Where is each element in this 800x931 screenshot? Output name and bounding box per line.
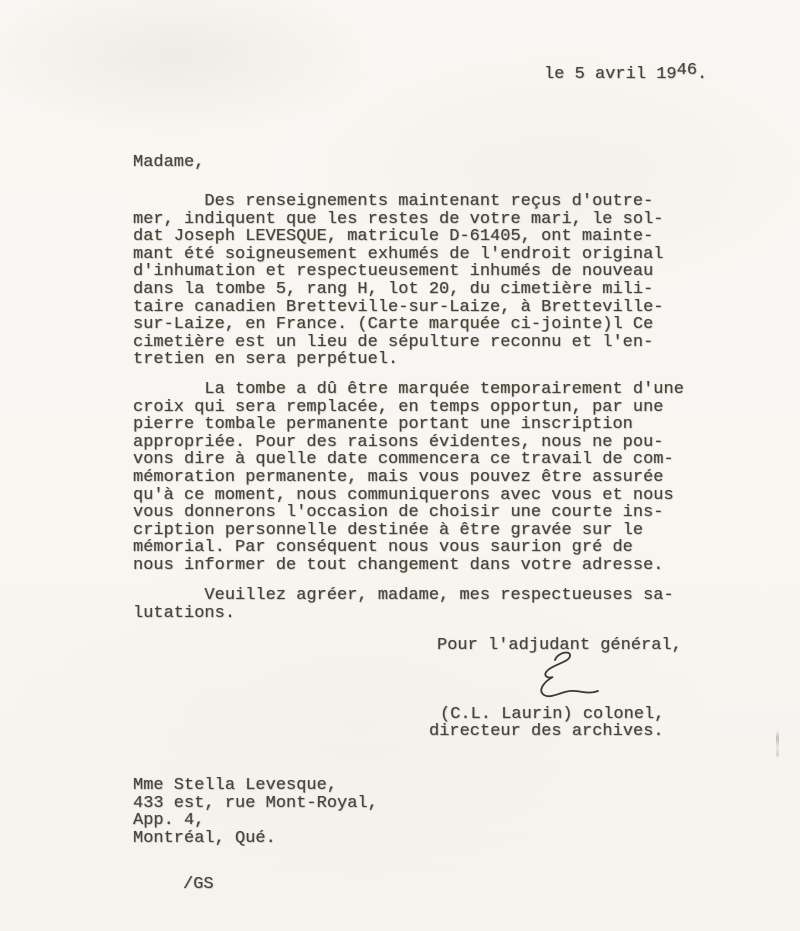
paragraph-1 xyxy=(133,193,664,369)
text-line: croix qui sera remplacée, en temps opportun, par une xyxy=(133,397,664,417)
typist-initials: /GS xyxy=(183,875,214,894)
signoff-title: directeur des archives. xyxy=(429,722,664,741)
text-line: nous informer de tout changement dans votre adresse. xyxy=(133,555,664,575)
text-line: App. 4, xyxy=(133,811,205,831)
text-line: appropriée. Pour des raisons évidentes, nous ne pou- xyxy=(133,432,664,452)
date-suffix: . xyxy=(697,65,708,84)
text-line: d'inhumation et respectueusement inhumés de nouveau xyxy=(133,262,654,282)
text-line: lutations. xyxy=(133,603,236,623)
text-line: Mme Stella Levesque, xyxy=(133,776,338,795)
salutation: Madame, xyxy=(133,153,205,172)
text-line: cimetière est un lieu de sépulture reconnu et l'en- xyxy=(133,332,654,352)
text-line: pierre tombale permanente portant une inscription xyxy=(133,415,633,435)
paragraph-2 xyxy=(133,381,684,575)
text-line: tretien en sera perpétuel. xyxy=(133,350,399,370)
text-line: La tombe a dû être marquée temporairement d'une xyxy=(133,380,684,399)
text-line: dat Joseph LEVESQUE, matricule D-61405, ont mainte- xyxy=(133,227,654,247)
handwritten-signature-icon xyxy=(498,648,616,706)
recipient-address xyxy=(133,777,378,847)
date-prefix: le 5 avril 19 xyxy=(544,65,677,84)
text-line: sur-Laize, en France. (Carte marquée ci-jointe)l Ce xyxy=(133,315,654,335)
signoff-name: (C.L. Laurin) colonel, xyxy=(440,705,665,724)
text-line: Montréal, Qué. xyxy=(133,828,276,848)
text-line: mémoration permanente, mais vous pouvez être assurée xyxy=(133,467,664,487)
text-line: vons dire à quelle date commencera ce travail de com- xyxy=(133,450,674,470)
date-line xyxy=(544,60,708,84)
text-line: mer, indiquent que les restes de votre mari, le sol- xyxy=(133,209,664,229)
text-line: dans la tombe 5, rang H, lot 20, du cimetière mili- xyxy=(133,279,654,299)
text-line: mémorial. Par conséquent nous vous saurion gré de xyxy=(133,538,633,558)
paragraph-3 xyxy=(133,587,674,622)
text-line: Des renseignements maintenant reçus d'outre- xyxy=(133,192,654,211)
margin-smudge xyxy=(776,731,779,758)
text-line: Veuillez agréer, madame, mes respectueuses sa- xyxy=(133,586,674,605)
text-line: qu'à ce moment, nous communiquerons avec vous et nous xyxy=(133,485,674,505)
signoff-intro: Pour l'adjudant général, xyxy=(437,636,682,655)
text-line: taire canadien Bretteville-sur-Laize, à Bretteville- xyxy=(133,297,664,317)
date-raised-digits: 46 xyxy=(676,60,698,80)
text-line: vous donnerons l'occasion de choisir une courte ins- xyxy=(133,503,664,523)
text-line: mant été soigneusement exhumés de l'endroit original xyxy=(133,244,664,264)
text-line: 433 est, rue Mont-Royal, xyxy=(133,793,378,813)
text-line: cription personnelle destinée à être gravée sur le xyxy=(133,520,644,540)
